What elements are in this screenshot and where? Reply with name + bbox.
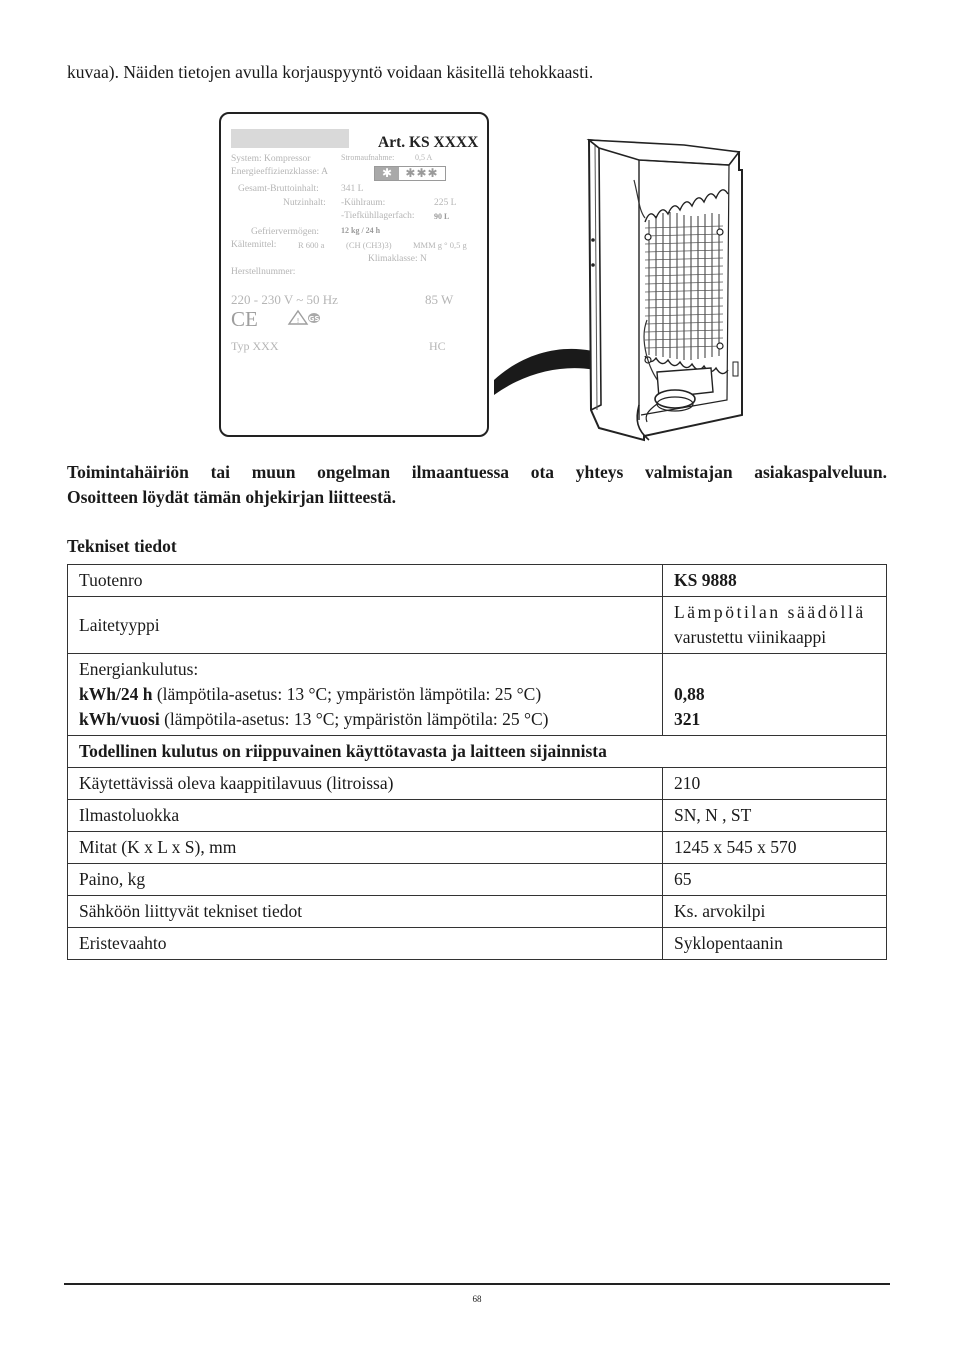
tuotenro-value: KS 9888 <box>663 565 887 597</box>
table-row <box>68 768 887 800</box>
row-label: Käytettävissä oleva kaappitilavuus (litroissa) <box>68 768 663 800</box>
plate-nutzinhalt: Nutzinhalt: <box>283 198 326 208</box>
plate-tiefkuehl-value: 90 L <box>434 212 450 221</box>
intro-text: kuvaa). Näiden tietojen avulla korjauspyyntö voidaan käsitellä tehokkaasti. <box>67 62 594 82</box>
plate-stromaufnahme: Stromaufnahme: <box>341 153 395 162</box>
svg-text:!: ! <box>296 317 300 325</box>
svg-text:GS: GS <box>308 315 320 323</box>
row-label: Mitat (K x L x S), mm <box>68 832 663 864</box>
energia-label: Energiankulutus: <box>79 659 199 679</box>
energia-cell <box>68 654 663 736</box>
plate-article: Art. KS XXXX <box>378 134 479 151</box>
plate-kuehlraum: -Kühlraum: <box>341 198 386 208</box>
plate-gefrier-value: 12 kg / 24 h <box>341 226 381 235</box>
plate-kaeltemittel-value: R 600 a <box>298 240 325 250</box>
plate-typ: Typ XXX <box>231 339 279 353</box>
row-value: 65 <box>663 864 887 896</box>
plate-system: System: Kompressor <box>231 154 311 164</box>
kwh24-line <box>79 682 651 707</box>
row-value: Ks. arvokilpi <box>663 896 887 928</box>
row-label: Sähköön liittyvät tekniset tiedot <box>68 896 663 928</box>
kwhvuosi-line <box>79 707 651 732</box>
gs-safety-icon <box>287 309 325 327</box>
row-value: SN, N , ST <box>663 800 887 832</box>
plate-logo-placeholder <box>231 129 349 148</box>
table-row <box>68 565 887 597</box>
kwhvuosi-value: 321 <box>674 709 701 729</box>
tuotenro-label: Tuotenro <box>68 565 663 597</box>
laitetyyppi-label: Laitetyyppi <box>68 597 663 654</box>
plate-gefrier: Gefriervermögen: <box>251 227 320 237</box>
plate-stromaufnahme-value: 0,5 A <box>415 153 433 162</box>
plate-energieeffizienz: Energieeffizienzklasse: A <box>231 167 328 177</box>
consumption-note: Todellinen kulutus on riippuvainen käyttötavasta ja laitteen sijainnista <box>68 736 887 768</box>
page-number: 68 <box>472 1294 482 1304</box>
plate-gesamt-value: 341 L <box>341 184 364 194</box>
laitetyyppi-value-line-1: Lämpötilan säädöllä <box>674 602 866 622</box>
plate-mmm: MMM g ° 0,5 g <box>413 240 467 250</box>
star-triple-icon: ✱✱✱ <box>405 166 439 180</box>
spec-table <box>67 564 887 960</box>
table-row <box>68 832 887 864</box>
fridge-rear-illustration <box>489 110 759 445</box>
plate-ce-mark: CE <box>231 307 258 331</box>
table-row <box>68 864 887 896</box>
notice-line-2: Osoitteen löydät tämän ohjekirjan liitteestä. <box>67 487 397 507</box>
plate-voltage: 220 - 230 V ~ 50 Hz <box>231 292 338 307</box>
plate-star-rating <box>374 166 446 181</box>
row-value: Syklopentaanin <box>663 928 887 960</box>
laitetyyppi-value <box>663 597 887 654</box>
support-notice <box>67 460 887 510</box>
row-label: Eristevaahto <box>68 928 663 960</box>
notice-line-1: Toimintahäiriön tai muun ongelman ilmaantuessa ota yhteys valmistajan asiakaspalveluun. <box>67 462 887 482</box>
plate-gesamt: Gesamt-Bruttoinhalt: <box>238 184 319 194</box>
plate-kaeltemittel: Kältemittel: <box>231 240 277 250</box>
kwh24-conditions: (lämpötila-asetus: 13 °C; ympäristön lämpötila: 25 °C) <box>152 684 542 704</box>
plate-klimaklasse: Klimaklasse: N <box>368 254 427 264</box>
row-label: Ilmastoluokka <box>68 800 663 832</box>
table-row <box>68 736 887 768</box>
plate-hc: HC <box>429 339 446 353</box>
row-value: 1245 x 545 x 570 <box>663 832 887 864</box>
kwhvuosi-conditions: (lämpötila-asetus: 13 °C; ympäristön lämpötila: 25 °C) <box>159 709 549 729</box>
row-value: 210 <box>663 768 887 800</box>
table-row <box>68 896 887 928</box>
rating-plate <box>219 112 489 437</box>
plate-kaeltemittel-formula: (CH (CH3)3) <box>346 240 392 250</box>
row-label: Paino, kg <box>68 864 663 896</box>
plate-power: 85 W <box>425 292 454 307</box>
table-row <box>68 928 887 960</box>
energia-values <box>663 654 887 736</box>
plate-tiefkuehl: -Tiefkühllagerfach: <box>341 211 415 221</box>
plate-herstellnummer: Herstellnummer: <box>231 267 296 277</box>
star-single-icon: ✱ <box>375 167 399 180</box>
laitetyyppi-value-line-2: varustettu viinikaappi <box>674 627 827 647</box>
table-row <box>68 597 887 654</box>
rating-plate-figure <box>219 110 759 445</box>
tech-heading: Tekniset tiedot <box>67 536 177 556</box>
kwhvuosi-unit: kWh/vuosi <box>79 709 160 729</box>
table-row <box>68 654 887 736</box>
kwh24-value: 0,88 <box>674 684 705 704</box>
footer-rule <box>64 1283 890 1285</box>
table-row <box>68 800 887 832</box>
kwh24-unit: kWh/24 h <box>79 684 153 704</box>
plate-kuehlraum-value: 225 L <box>434 198 457 208</box>
